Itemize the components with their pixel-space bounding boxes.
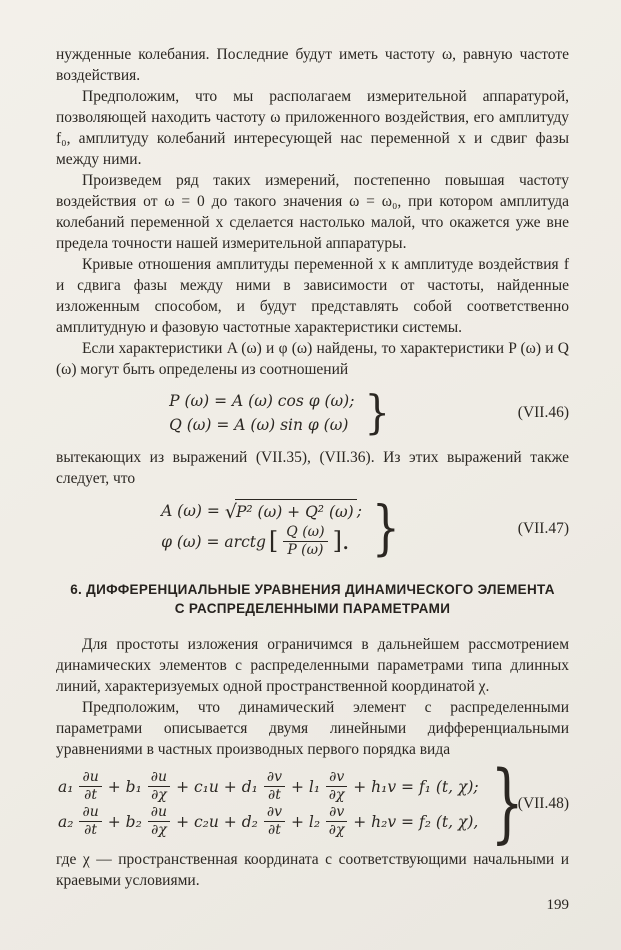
- right-bracket: ].: [332, 526, 350, 555]
- equation-term: a₂: [58, 812, 74, 831]
- paragraph-continuation: нужденные колебания. Последние будут иметь частоту ω, равную частоте воздействия.: [56, 46, 569, 84]
- page-number: 199: [546, 897, 569, 913]
- equation-line: [159, 499, 362, 523]
- equation-term: + c₂u + d₂: [176, 812, 258, 831]
- paragraph: Кривые отношения амплитуды переменной x к амплитуде воздействия f и сдвига фазы между ними в зависимости от частоты, найденные изложенным способом, и будут представлять собой соответственно амплитудную и фазовую частотные характеристики системы.: [56, 256, 569, 336]
- fraction-denominator: ∂t: [267, 787, 281, 803]
- equation-term: + c₁u + d₁: [176, 777, 258, 796]
- equation-number: (VII.46): [517, 404, 569, 421]
- section-heading: [56, 580, 569, 618]
- right-brace: }: [371, 494, 400, 563]
- fraction: [326, 770, 347, 803]
- fraction-denominator: ∂t: [84, 787, 98, 803]
- fraction-denominator: ∂t: [267, 822, 281, 838]
- fraction-denominator: ∂χ: [151, 822, 167, 838]
- fraction: [148, 805, 170, 838]
- paragraph: Произведем ряд таких измерений, постепенно повышая частоту воздействия от ω = 0 до такого значения ω = ω₀, при котором амплитуда колебаний переменной x сделается настолько малой, что окажется уже вне предела точности нашей измерительной аппаратуры.: [56, 172, 569, 252]
- fraction: [79, 770, 101, 803]
- fraction: [326, 805, 347, 838]
- fraction-denominator: ∂χ: [328, 787, 345, 803]
- equation-group: [56, 388, 503, 438]
- fraction-numerator: ∂u: [79, 770, 101, 787]
- fraction-numerator: ∂v: [326, 770, 347, 787]
- fraction-denominator: P (ω): [287, 542, 324, 558]
- fraction-numerator: ∂u: [148, 770, 170, 787]
- right-brace: }: [490, 754, 524, 854]
- equation-vii46: [56, 388, 569, 438]
- equation-term: + b₁: [107, 777, 142, 796]
- equation-vii48: [56, 754, 569, 854]
- paragraph: вытекающих из выражений (VII.35), (VII.36). Из этих выражений также следует, что: [56, 449, 569, 487]
- equation-lhs: A (ω) =: [161, 502, 220, 520]
- fraction: [264, 770, 285, 803]
- equation-group: [56, 494, 503, 563]
- paragraph: Предположим, что динамический элемент с распределенными параметрами описывается двумя линейными дифференциальными уравнениями в частных производных первого порядка вида: [56, 699, 569, 758]
- equation-number: (VII.47): [517, 519, 569, 537]
- fraction-denominator: ∂χ: [151, 787, 167, 803]
- radicand: P² (ω) + Q² (ω): [235, 499, 357, 523]
- equation-term: + l₁: [291, 777, 321, 796]
- fraction: [79, 805, 101, 838]
- equation-number: (VII.48): [517, 795, 569, 812]
- paragraph: Для простоты изложения ограничимся в дальнейшем рассмотрением динамических элементов с распределенными параметрами типа длинных линий, характеризуемых одной пространственной координатой χ.: [56, 636, 569, 695]
- equation-line: Q (ω) = A (ω) sin φ (ω): [169, 416, 349, 434]
- equation-line: P (ω) = A (ω) cos φ (ω);: [169, 392, 355, 410]
- equation-term: + h₂v = f₂ (t, χ),: [353, 812, 479, 831]
- equation-term: + b₂: [107, 812, 142, 831]
- equation-line: [56, 805, 481, 838]
- equation-line: [56, 770, 481, 803]
- fraction-numerator: Q (ω): [283, 525, 327, 542]
- fraction: [264, 805, 285, 838]
- equation-lhs: φ (ω) = arctg: [161, 532, 266, 551]
- section-heading-line2: С РАСПРЕДЕЛЕННЫМИ ПАРАМЕТРАМИ: [174, 601, 451, 616]
- fraction-numerator: ∂u: [79, 805, 101, 822]
- equation-term: a₁: [58, 777, 74, 796]
- right-brace: }: [364, 386, 390, 440]
- fraction-numerator: ∂u: [148, 805, 170, 822]
- fraction-denominator: ∂χ: [328, 822, 345, 838]
- left-bracket: [: [268, 526, 279, 555]
- fraction-numerator: ∂v: [264, 805, 285, 822]
- equation-vii47: [56, 494, 569, 563]
- equation-line: [159, 525, 362, 558]
- paragraph: Если характеристики A (ω) и φ (ω) найдены, то характеристики P (ω) и Q (ω) могут быть определены из соотношений: [56, 340, 569, 378]
- equation-term: + h₁v = f₁ (t, χ);: [353, 777, 479, 796]
- paragraph: где χ — пространственная координата с соответствующими начальными и краевыми условиями.: [56, 851, 569, 889]
- section-heading-line1: 6. ДИФФЕРЕНЦИАЛЬНЫЕ УРАВНЕНИЯ ДИНАМИЧЕСКОГО ЭЛЕМЕНТА: [70, 582, 555, 597]
- fraction: [283, 525, 327, 558]
- fraction: [148, 770, 170, 803]
- fraction-numerator: ∂v: [326, 805, 347, 822]
- paragraph: Предположим, что мы располагаем измерительной аппаратурой, позволяющей находить частоту ω приложенного воздействия, его амплитуду f₀, амплитуду колебаний интересующей нас переменной x и сдвиг фазы между ними.: [56, 88, 569, 168]
- equation-group: [56, 754, 524, 854]
- sqrt-icon: √: [224, 501, 237, 523]
- fraction-numerator: ∂v: [264, 770, 285, 787]
- fraction-denominator: ∂t: [84, 822, 98, 838]
- equation-term: + l₂: [291, 812, 321, 831]
- equation-punct: ;: [356, 502, 362, 520]
